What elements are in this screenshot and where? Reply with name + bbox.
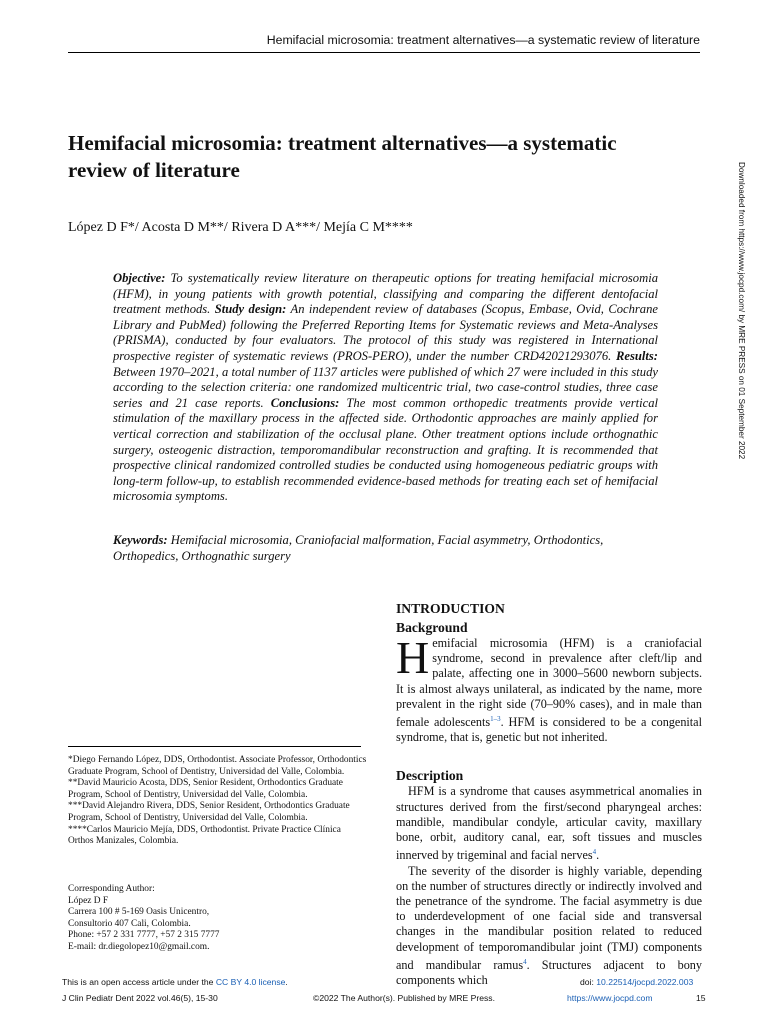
doi-label: doi: (580, 977, 597, 987)
journal-citation: J Clin Pediatr Dent 2022 vol.46(5), 15-30 (62, 993, 218, 1003)
page-number: 15 (696, 993, 706, 1003)
author-list: López D F*/ Acosta D M**/ Rivera D A***/ Mejía C M**** (68, 220, 413, 235)
running-head: Hemifacial microsomia: treatment alternatives—a systematic review of literature (266, 33, 700, 47)
license-link[interactable]: CC BY 4.0 license (215, 977, 286, 987)
results-text: Between 1970–2021, a total number of 1137 articles were published of which 27 were included in this study according to the selection criteria: one randomized multicentric trial, two case-control studies, three case series and 21 case reports. (113, 364, 658, 410)
footnote-rule (68, 746, 361, 747)
corresponding-phone: Phone: +57 2 331 7777, +57 2 315 7777 (68, 930, 220, 941)
download-notice: Downloaded from https://www.jocpd.com/ by MRE PRESS on 01 September 2022 (737, 162, 746, 460)
doi-link[interactable]: 10.22514/jocpd.2022.003 (596, 977, 694, 987)
study-design-text: An independent review of databases (Scopus, Embase, Ovid, Cochrane Library and PubMed) following the Preferred Reporting Items for Systematic reviews and Meta-Analyses (PRISMA), conducted by four evaluators. The protocol of this study was registered in International prospective register of systematic reviews (PROS-PERO), under the number CRD42021293076. (113, 302, 658, 363)
conclusions-label: Conclusions: (270, 395, 340, 410)
corresponding-email: E-mail: dr.diegolopez10@gmail.com. (68, 941, 210, 952)
journal-url-link[interactable]: https://www.jocpd.com (567, 993, 653, 1003)
description-paragraph-2 (396, 864, 702, 989)
conclusions-text: The most common orthopedic treatments provide vertical stimulation of the maxillary process in the affected side. Orthodontic approaches are mainly applied for vertical correction and stabilization of the occlusal plane. Other treatment options include orthognathic surgery, osteogenic distraction, temporomandibular reconstruction and grafting. It is recommended that prospective clinical randomized controlled studies be conducted using homogeneous pediatric groups with long-term follow-up, to establish recommended evidence-based methods for treating each set of hemifacial microsomia symptoms. (113, 395, 658, 504)
description-text-1: HFM is a syndrome that causes asymmetrical anomalies in structures derived from the first/second pharyngeal arches: mandible, mandibular condyle, articular cavity, maxillary bone, orbit, auditory canal, ear, soft tissues and muscles innerved by trigeminal and facial nerves (396, 784, 702, 863)
article-title: Hemifacial microsomia: treatment alternatives—a systematic review of literature (68, 131, 617, 182)
keywords (113, 533, 658, 564)
corresponding-author (68, 884, 368, 954)
citation-link[interactable]: 4 (523, 957, 527, 966)
doi (580, 977, 693, 987)
description-paragraph-1 (396, 784, 702, 863)
footnote: **David Mauricio Acosta, DDS, Senior Resident, Orthodontics Graduate Program, School of Dentistry, Universidad del Valle, Colombia. (68, 778, 343, 800)
citation-link[interactable]: 4 (592, 848, 597, 857)
keywords-label: Keywords: (113, 533, 168, 547)
keywords-text: Hemifacial microsomia, Craniofacial malformation, Facial asymmetry, Orthodontics, Orthopedics, Orthognathic surgery (113, 533, 604, 563)
description-text-2-end: . Structures adjacent to bony components which (396, 957, 702, 988)
copyright: ©2022 The Author(s). Published by MRE Press. (313, 993, 495, 1003)
background-paragraph (396, 632, 702, 745)
open-access-text: This is an open access article under the (62, 977, 216, 987)
background-text-end: . HFM is considered to be a congenital syndrome, that is, genetic but not inherited. (396, 715, 702, 745)
author-footnotes (68, 755, 368, 848)
corresponding-name: López D F (68, 895, 109, 906)
description-text-1-end: . (596, 848, 600, 863)
objective-text: To systematically review literature on therapeutic options for treating hemifacial microsomia (HFM), in young patients with growth potential, classifying and comparing the different dentofacial treatment methods. (113, 271, 658, 317)
footnote: ****Carlos Mauricio Mejía, DDS, Orthodontist. Private Practice Clínica Orthos Manizales, Colombia. (68, 824, 341, 847)
results-label: Results: (616, 348, 658, 363)
open-access-end: . (285, 977, 288, 987)
header-rule (68, 52, 700, 53)
corresponding-address: Consultorio 407 Cali, Colombia. (68, 918, 191, 929)
objective-label: Objective: (113, 271, 166, 285)
footnote: *Diego Fernando López, DDS, Orthodontist. Associate Professor, Orthodontics Graduate Program, School of Dentistry, Universidad del Valle, Colombia. (68, 755, 367, 777)
corresponding-address: Carrera 100 # 5-169 Oasis Unicentro, (68, 907, 210, 918)
study-design-label: Study design: (214, 302, 287, 317)
description-heading: Description (396, 768, 464, 784)
introduction-heading: INTRODUCTION (396, 601, 505, 616)
description-text-2: The severity of the disorder is highly variable, depending on the number of structures directly or indirectly involved and the penetrance of the syndrome. The facial asymmetry is due to underdevelopment of one facial side and transversal changes in the mandibular position related to reduced development of temporomandibular joint (TMJ) components and mandibular ramus (396, 863, 702, 972)
open-access-notice (62, 977, 288, 987)
drop-cap: H (396, 632, 430, 683)
footnote: ***David Alejandro Rivera, DDS, Senior Resident, Orthodontics Graduate Program, School of Dentistry, Universidad del Valle, Colombia. (68, 801, 350, 823)
abstract (113, 271, 658, 505)
background-heading: Background (396, 620, 468, 635)
background-text: emifacial microsomia (HFM) is a craniofacial syndrome, second in prevalence after cleft/lip and palate, affecting one in 3000–5600 newborn subjects. It is almost always unilateral, as indicated by the name, more prevalent in the right side (70–90% cases), and in male than female adolescents (396, 636, 702, 730)
corresponding-label: Corresponding Author: (68, 884, 155, 894)
citation-link[interactable]: 1–3 (490, 715, 501, 724)
body-column-right (396, 600, 702, 988)
